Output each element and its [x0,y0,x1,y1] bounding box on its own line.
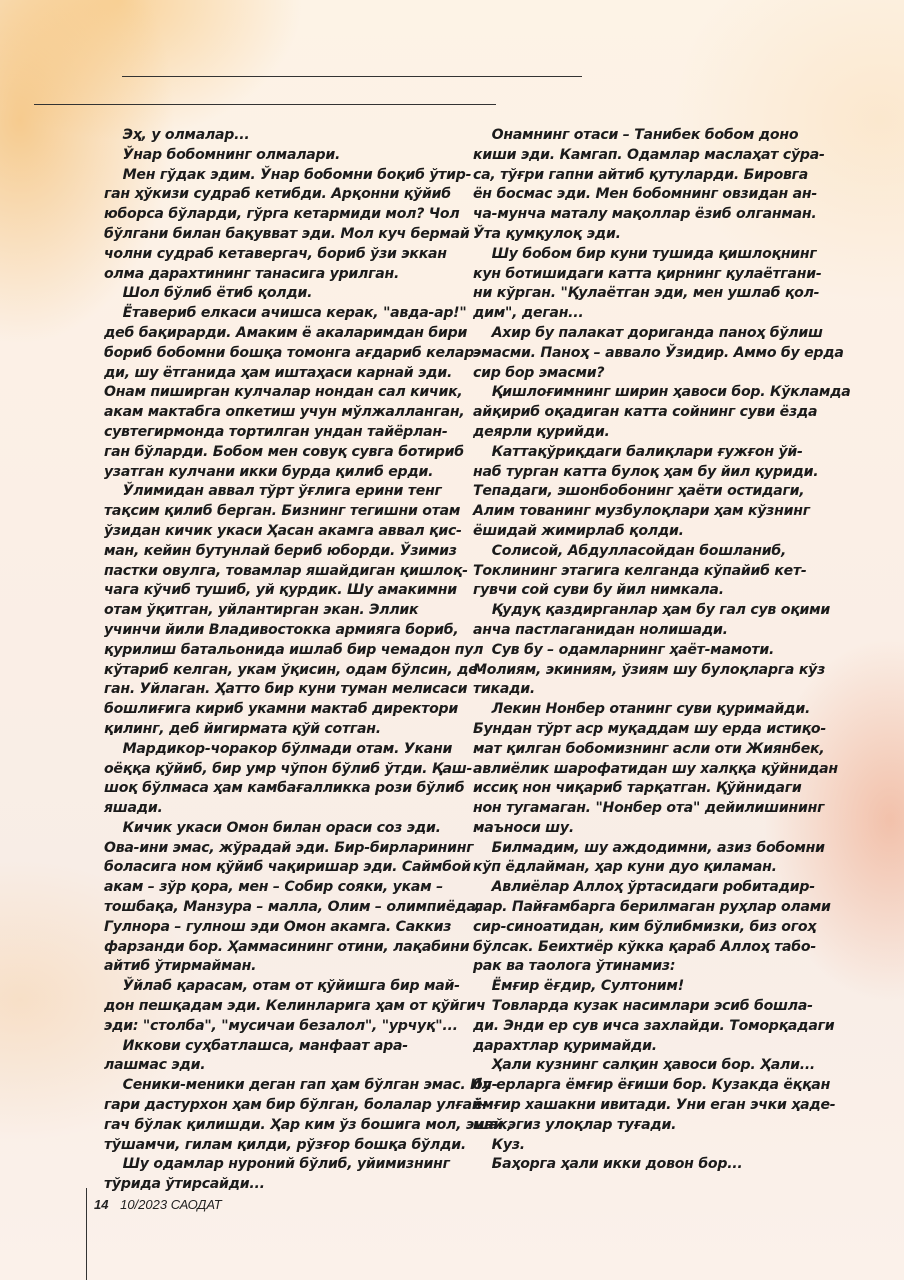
text-line: бошлиғига кириб укамни мактаб директори [104,701,459,718]
text-line: қурилиш батальонида ишлаб бир чемадон пул [104,641,484,658]
text-line: май эгиз улоқлар туғади. [473,1116,677,1133]
text-line: қилинг, деб йигирмата қўй сотган. [104,720,381,737]
text-line: тўшамчи, гилам қилди, рўзғор бошқа бўлди. [104,1136,466,1153]
text-line: ди. Энди ер сув ичса захлайди. Томорқадаги [473,1017,835,1034]
text-line: гач бўлак қилишди. Ҳар ким ўз бошига мол, эшак, [104,1116,513,1133]
text-line: Иккови суҳбатлашса, манфаат ара- [104,1037,408,1054]
text-line: ўзидан кичик укаси Ҳасан акамга аввал қис- [104,522,462,539]
text-line: эмасми. Паноҳ – аввало Ўзидир. Аммо бу ерда [473,344,844,361]
text-line: айтиб ўтирмайман. [104,958,257,975]
text-line: сувтегирмонда тортилган ундан тайёрлан- [104,423,448,440]
text-line: дарахтлар қуримайди. [473,1037,657,1054]
text-line: ёмғир хашакни ивитади. Уни еган эчки ҳаде- [473,1097,836,1114]
text-line: Гулнора – гулнош эди Омон акамга. Саккиз [104,918,452,935]
text-line: тошбақа, Манзура – малла, Олим – олимпиёда, [104,899,481,916]
text-line: тикади. [473,681,535,698]
text-line: ган. Уйлаган. Ҳатто бир куни туман мелисаси [104,681,468,698]
text-line: ёшидай жимирлаб қолди. [473,522,684,539]
text-line: узатган кулчани икки бурда қилиб ерди. [104,463,434,480]
text-line: рак ва таолога ўтинамиз: [473,958,676,975]
text-line: тақсим қилиб берган. Бизнинг тегишни отам [104,503,461,520]
text-line: Тепадаги, эшонбобонинг ҳаёти остидаги, [473,483,805,500]
text-line: Баҳорга ҳали икки довон бор... [473,1156,743,1173]
text-line: деб бақирарди. Амаким ё акаларимдан бири [104,324,468,341]
text-line: Каттақўриқдаги балиқлари ғужғон ўй- [473,443,803,460]
text-line: пастки овулга, товамлар яшайдиган қишлоқ- [104,562,468,579]
text-line: Онамнинг отаси – Танибек бобом доно [473,127,799,143]
text-line: эди: "столба", "мусичаи безалол", "урчуқ"... [104,1017,458,1034]
page-number: 14 [94,1197,109,1212]
text-line: ён босмас эди. Мен бобомнинг овзидан ан- [473,186,817,203]
text-line: Онам пиширган кулчалар нондан сал кичик, [104,384,463,401]
text-line: лашмас эди. [104,1057,206,1074]
text-line: Авлиёлар Аллоҳ ўртасидаги робитадир- [473,879,815,896]
text-line: гувчи сой суви бу йил нимкала. [473,582,724,599]
text-line: Алим тованинг музбулоқлари ҳам кўзнинг [473,503,810,520]
text-line: Ўнар бобомнинг олмалари. [104,146,341,163]
text-line: Ахир бу палакат дориганда паноҳ бўлиш [473,324,823,341]
top-rule [122,76,582,77]
text-line: нон тугамаган. "Нонбер ота" дейилишининг [473,800,825,817]
text-line: кўтариб келган, укам ўқисин, одам бўлсин, де- [104,661,484,678]
text-line: бориб бобомни бошқа томонга ағдариб келар- [104,344,480,361]
text-line: Сеники-меники деган гап ҳам бўлган эмас. Ил- [104,1077,498,1094]
text-line: мат қилган бобомизнинг асли оти Жиянбек, [473,740,825,757]
text-line: Молиям, экиниям, ўзиям шу булоқларга кўз [473,661,826,678]
text-line: Ўйлаб қарасам, отам от қўйишга бир май- [104,978,460,995]
text-line: тўрида ўтирсайди... [104,1176,265,1193]
text-line: Шу одамлар нуроний бўлиб, уйимизнинг [104,1156,450,1173]
text-line: деярли қурийди. [473,423,610,440]
text-line: ган бўларди. Бобом мен совуқ сувга ботириб [104,443,464,460]
text-line: Сув бу – одамларнинг ҳаёт-мамоти. [473,641,775,658]
text-line: сир-синоатидан, ким бўлибмизки, биз огоҳ [473,918,817,935]
text-line: Кичик укаси Омон билан ораси соз эди. [104,819,441,836]
text-line: бўлсак. Беихтиёр кўкка қараб Аллоҳ табо- [473,938,816,955]
text-line: Товларда кузак насимлари эсиб бошла- [473,998,813,1015]
text-line: Эҳ, у олмалар... [104,127,250,143]
text-line: Ўта қумқулоқ эди. [473,225,621,242]
text-line: ди, шу ётганида ҳам иштаҳаси карнай эди. [104,364,453,381]
text-line: ча-мунча маталу мақоллар ёзиб олганман. [473,206,817,223]
text-line: Мардикор-чоракор бўлмади отам. Укани [104,740,453,757]
text-line: Ўлимидан аввал тўрт ўғлига ерини тенг [104,483,442,500]
text-line: юборса бўларди, гўрга кетармиди мол? Чол [104,206,460,223]
text-line: бўлгани билан бақувват эди. Мол куч бермай [104,225,470,242]
text-line: Билмадим, шу аждодимни, азиз бобомни [473,839,825,856]
text-line: ман, кейин бутунлай бериб юборди. Ўзимиз [104,542,457,559]
text-line: дон пешқадам эди. Келинларига ҳам от қўйгич [104,998,486,1015]
text-line: сир бор эмасми? [473,364,605,381]
issue-label: 10/2023 САОДАТ [120,1197,222,1212]
footer-vertical-rule [86,1188,87,1280]
text-line: Ова-ини эмас, жўрадай эди. Бир-бирларининг [104,839,474,856]
text-line: Токлининг этагига келганда кўпайиб кет- [473,562,807,579]
text-line: Қудуқ қаздирганлар ҳам бу гал сув оқими [473,602,831,619]
text-line: Ҳали кузнинг салқин ҳавоси бор. Ҳали... [473,1057,816,1074]
right-text-column [473,126,851,1175]
text-line: киши эди. Камгап. Одамлар маслаҳат сўра- [473,146,825,163]
text-line: Ёмғир ёғдир, Султоним! [473,978,684,995]
text-line: авлиёлик шарофатидан шу халққа қўйнидан [473,760,838,777]
text-line: акам мактабга опкетиш учун мўлжалланган, [104,404,465,421]
text-line: шоқ бўлмаса ҳам камбағалликка рози бўлиб [104,780,465,797]
text-line: ган ҳўкизи судраб кетибди. Арқонни қўйиб [104,186,451,203]
text-line: боласига ном қўйиб чақиришар эди. Саймбой [104,859,471,876]
text-line: кўп ёдлайман, ҳар куни дуо қиламан. [473,859,777,876]
text-line: Қишлоғимнинг ширин ҳавоси бор. Кўкламда [473,384,851,401]
text-line: Солисой, Абдулласойдан бошланиб, [473,542,787,559]
text-line: оёққа қўйиб, бир умр чўпон бўлиб ўтди. Қаш- [104,760,473,777]
text-line: Лекин Нонбер отанинг суви қуримайди. [473,701,811,718]
text-line: отам ўқитган, уйлантирган экан. Эллик [104,602,419,619]
text-line: маъноси шу. [473,819,574,836]
second-rule [34,104,496,105]
text-line: дим", деган... [473,305,584,322]
text-line: учинчи йили Владивостокка армияга бориб, [104,621,459,638]
text-line: чага кўчиб тушиб, уй қурдик. Шу амакимни [104,582,457,599]
text-line: Ётавериб елкаси ачишса керак, "авда-ар!" [104,305,467,322]
text-line: чолни судраб кетавергач, бориб ўзи эккан [104,245,447,262]
page-footer [94,1197,222,1212]
text-line: кун ботишидаги катта қирнинг қулаётгани- [473,265,822,282]
text-line: айқириб оқадиган катта сойнинг суви ёзда [473,404,818,421]
text-line: ни кўрган. "Қулаётган эди, мен ушлаб қол- [473,285,820,302]
text-line: Шу бобом бир куни тушида қишлоқнинг [473,245,817,262]
text-line: бу ерларга ёмғир ёғиши бор. Кузакда ёққан [473,1077,831,1094]
text-line: олма дарахтининг танасига урилган. [104,265,400,282]
text-line: Куз. [473,1136,525,1153]
text-line: анча пастлаганидан нолишади. [473,621,728,638]
text-line: иссиқ нон чиқариб тарқатган. Қўйнидаги [473,780,802,797]
text-line: Мен гўдак эдим. Ўнар бобомни боқиб ўтир- [104,166,472,183]
text-line: Шол бўлиб ётиб қолди. [104,285,313,302]
text-line: яшади. [104,800,163,817]
text-line: акам – зўр қора, мен – Собир сояки, укам – [104,879,443,896]
text-line: са, тўғри гапни айтиб қутуларди. Бировга [473,166,809,183]
text-line: лар. Пайғамбарга берилмаган руҳлар олами [473,899,831,916]
text-line: фарзанди бор. Ҳаммасининг отини, лақабини [104,938,470,955]
text-line: гари дастурхон ҳам бир бўлган, болалар улғай- [104,1097,488,1114]
text-line: Бундан тўрт аср муқаддам шу ерда истиқо- [473,720,826,737]
text-line: наб турган катта булоқ ҳам бу йил қуриди. [473,463,819,480]
